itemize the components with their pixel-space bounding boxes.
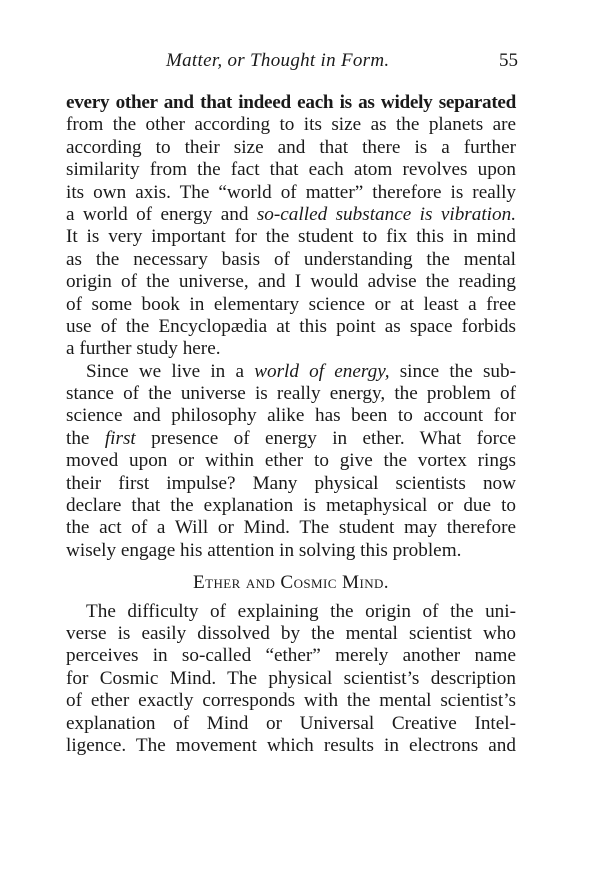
text-line: every other and that indeed each is as widely separated [66, 92, 516, 113]
text-line: from the other according to its size as the planets are [66, 114, 516, 136]
text-line: of ether exactly corresponds with the mental scientist’s [66, 690, 516, 712]
text-run: since the sub- [389, 360, 517, 382]
text-run: presence of energy in ether. What force [135, 427, 516, 449]
text-line: the act of a Will or Mind. The student may therefore [66, 517, 516, 539]
paragraph-3 [66, 601, 516, 758]
text-line: ligence. The movement which results in electrons and [66, 734, 516, 756]
text-run: the [66, 427, 105, 449]
text-line [66, 361, 516, 383]
italic-text: world of energy, [254, 360, 390, 382]
italic-text: first [104, 427, 136, 449]
text-run: Since we live in a [86, 360, 255, 382]
text-line [66, 428, 516, 450]
text-line: explanation of Mind or Universal Creative Intel- [66, 712, 516, 734]
text-line: according to their size and that there is a further [66, 136, 516, 158]
italic-text: so-called substance is vibration. [256, 203, 517, 225]
text-line: its own axis. The “world of matter” therefore is really [66, 181, 516, 203]
text-line: of some book in elementary science or at least a free [66, 293, 516, 315]
text-line: declare that the explanation is metaphysical or due to [66, 495, 516, 517]
text-line: It is very important for the student to fix this in mind [66, 226, 516, 248]
text-line: their first impulse? Many physical scientists now [66, 472, 516, 494]
text-run: a world of energy and [66, 203, 257, 225]
text-line: science and philosophy alike has been to account for [66, 405, 516, 427]
paragraph-2 [66, 361, 516, 563]
text-line: use of the Encyclopædia at this point as space forbids [66, 315, 516, 337]
text-line: verse is easily dissolved by the mental scientist who [66, 622, 516, 644]
page-number: 55 [499, 50, 518, 71]
running-head [66, 50, 516, 74]
text-line: stance of the universe is really energy, the problem of [66, 383, 516, 405]
text-line: moved upon or within ether to give the vortex rings [66, 450, 516, 472]
running-title: Matter, or Thought in Form. [166, 50, 390, 71]
text-line: for Cosmic Mind. The physical scientist’s description [66, 667, 516, 689]
paragraph-1 [66, 92, 516, 361]
text-line: perceives in so-called “ether” merely another name [66, 645, 516, 667]
text-line: wisely engage his attention in solving this problem. [66, 539, 462, 561]
text-line: origin of the universe, and I would advise the reading [66, 271, 516, 293]
body-text [66, 92, 516, 757]
text-line: a further study here. [66, 338, 221, 360]
text-line: The difficulty of explaining the origin of the uni- [86, 600, 516, 622]
text-line: similarity from the fact that each atom revolves upon [66, 159, 516, 181]
text-line: as the necessary basis of understanding the mental [66, 248, 516, 270]
text-line [66, 204, 516, 226]
section-heading: Ether and Cosmic Mind. [193, 572, 389, 594]
